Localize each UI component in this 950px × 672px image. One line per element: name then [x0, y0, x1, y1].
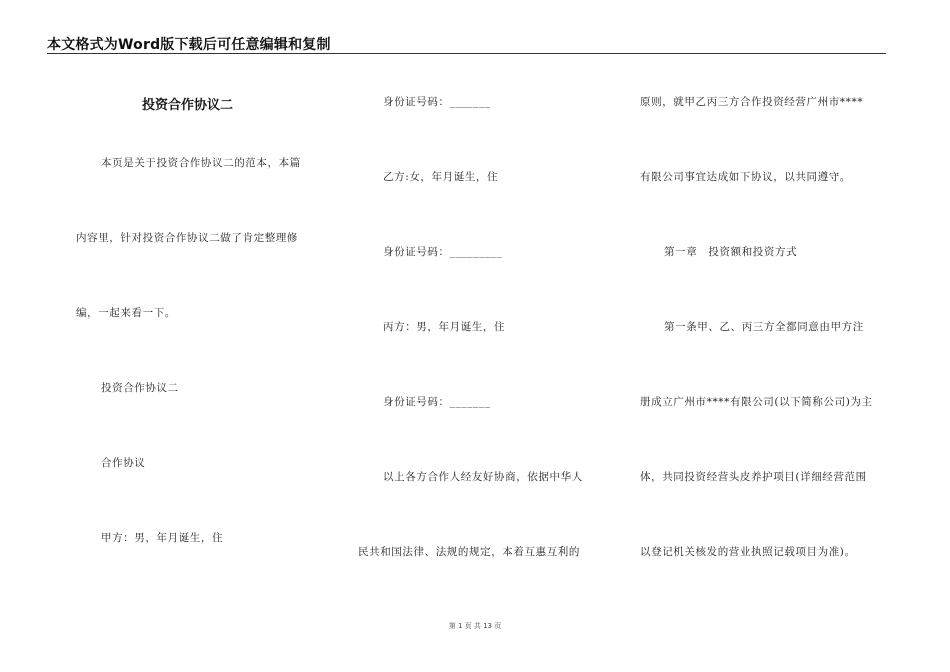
- col3-line-5: 册成立广州市****有限公司(以下简称公司)为主: [640, 396, 873, 408]
- col3-line-6: 体，共同投资经营头皮养护项目(详细经营范围: [640, 471, 867, 483]
- col2-line-2: 乙方:女，年月诞生，住: [383, 171, 499, 183]
- col2-line-5: 身份证号码：_______: [383, 396, 491, 408]
- header-divider: [47, 53, 886, 54]
- col3-line-1: 原则，就甲乙丙三方合作投资经营广州市****: [640, 96, 864, 108]
- col1-line-6: 甲方：男，年月诞生，住: [101, 532, 224, 544]
- col1-line-2: 内容里，针对投资合作协议二做了肯定整理修: [76, 232, 298, 244]
- col1-line-1: 本页是关于投资合作协议二的范本，本篇: [101, 157, 301, 169]
- col3-line-2: 有限公司事宜达成如下协议，以共同遵守。: [640, 171, 851, 183]
- page-header: 本文格式为Word版下载后可任意编辑和复制: [47, 37, 331, 53]
- col1-line-3: 编，一起来看一下。: [76, 307, 176, 319]
- col3-line-7: 以登记机关核发的营业执照记载项目为准)。: [640, 546, 856, 558]
- col1-line-4: 投资合作协议二: [101, 382, 179, 394]
- col1-line-5: 合作协议: [101, 457, 146, 469]
- col2-line-1: 身份证号码：_______: [383, 96, 491, 108]
- col2-line-7: 民共和国法律、法规的规定，本着互惠互利的: [358, 546, 580, 558]
- col2-line-4: 丙方：男，年月诞生，住: [383, 321, 506, 333]
- col2-line-3: 身份证号码：_________: [383, 246, 503, 258]
- col3-line-4: 第一条甲、乙、丙三方全都同意由甲方注: [664, 321, 864, 333]
- col3-line-3: 第一章 投资额和投资方式: [664, 246, 798, 258]
- page-footer: 第 1 页 共 13 页: [448, 622, 502, 630]
- document-title: 投资合作协议二: [142, 98, 234, 113]
- col2-line-6: 以上各方合作人经友好协商，依据中华人: [383, 471, 583, 483]
